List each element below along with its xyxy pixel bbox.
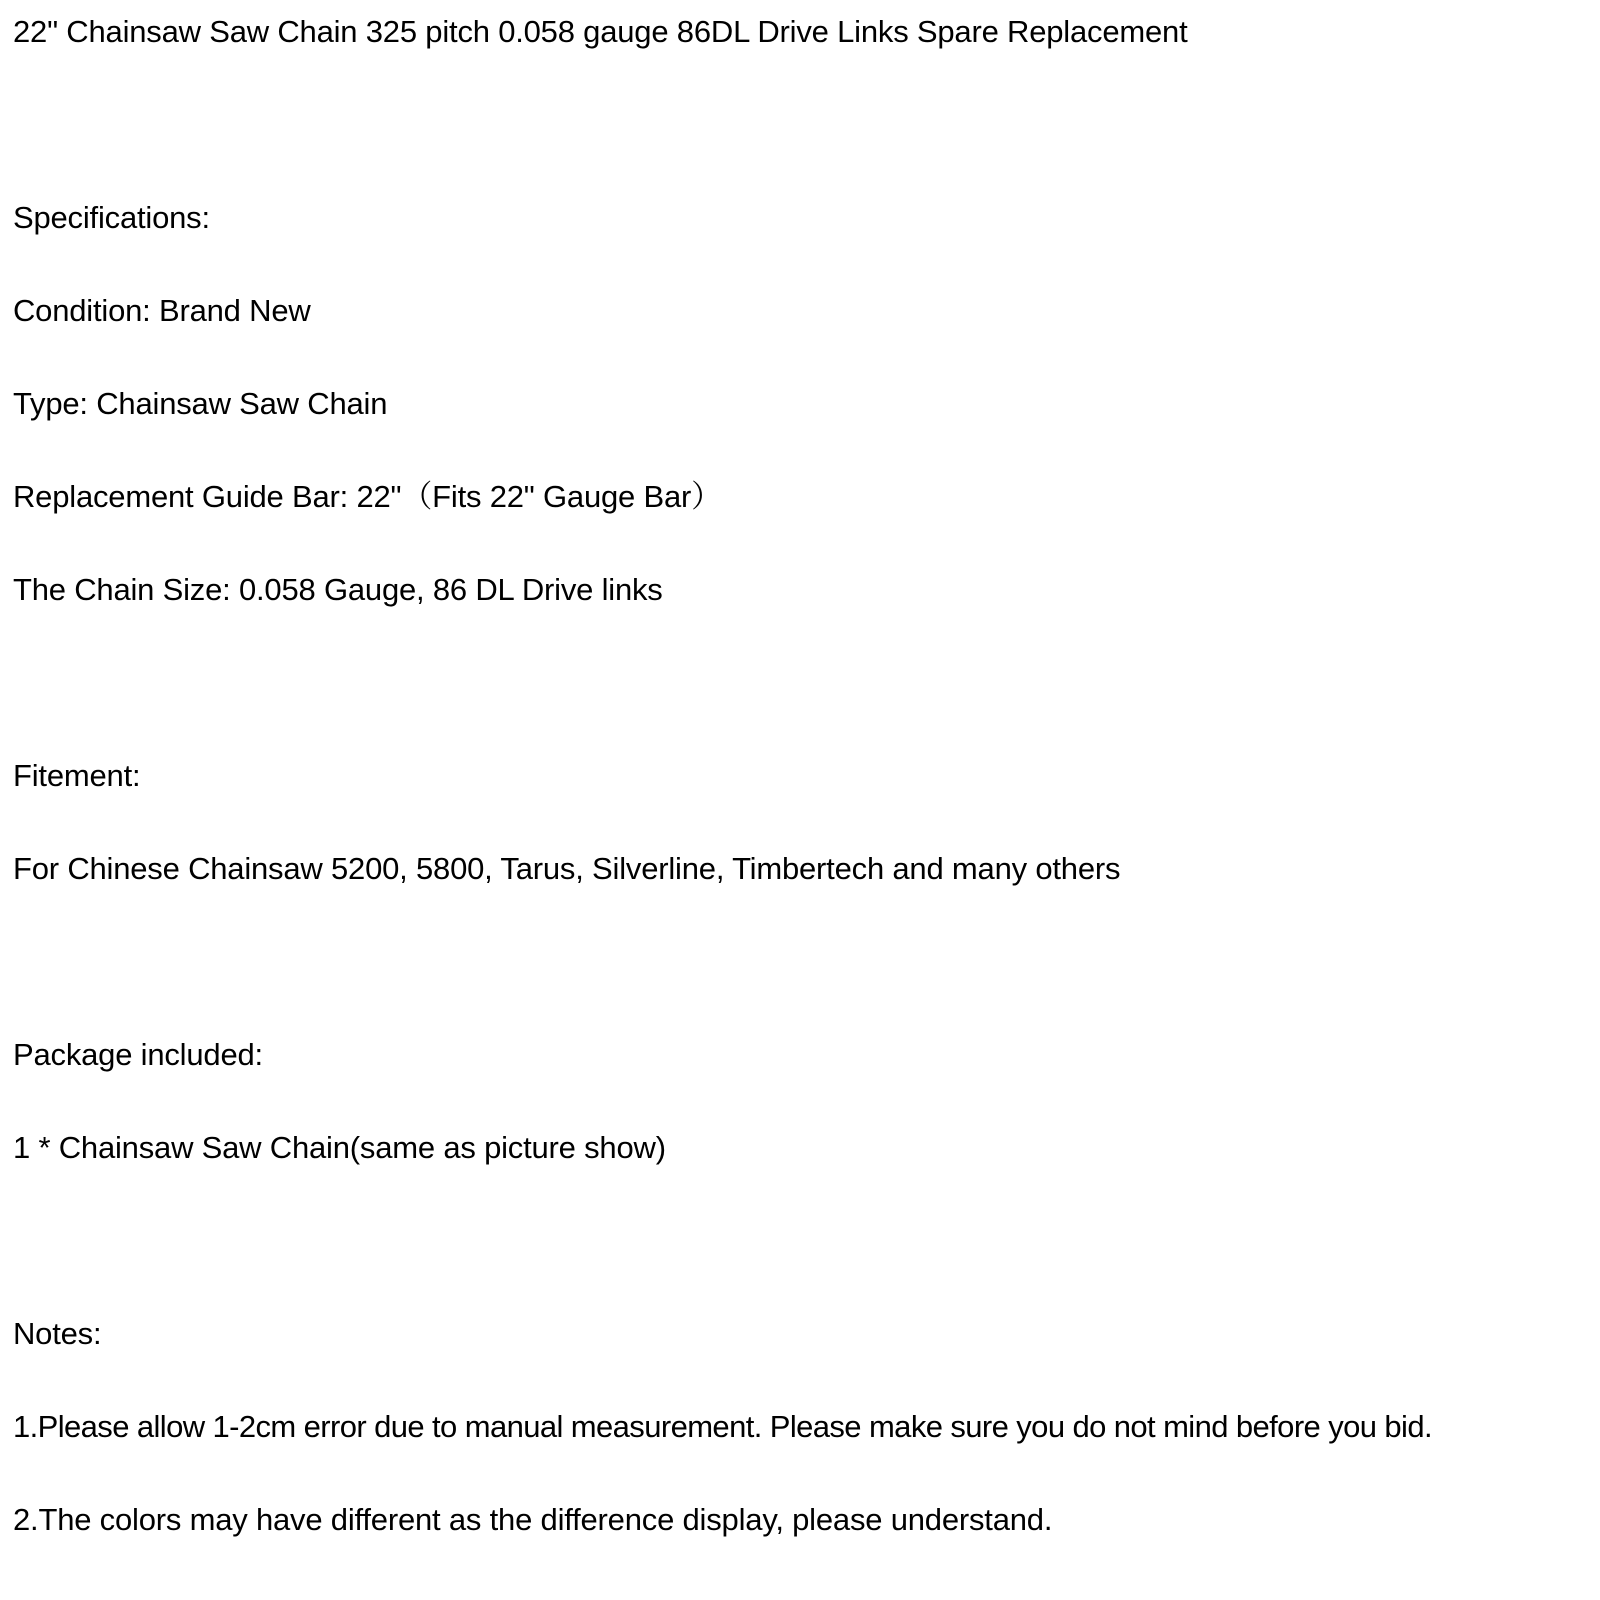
guide-bar-line: Replacement Guide Bar: 22"（Fits 22" Gauge Bar） [13,479,722,514]
package-item: 1 * Chainsaw Saw Chain(same as picture show) [13,1130,666,1165]
type-line: Type: Chainsaw Saw Chain [13,386,388,421]
condition-line: Condition: Brand New [13,293,311,328]
specifications-heading: Specifications: [13,200,210,235]
fitment-text: For Chinese Chainsaw 5200, 5800, Tarus, Silverline, Timbertech and many others [13,851,1121,886]
chain-size-line: The Chain Size: 0.058 Gauge, 86 DL Drive links [13,572,663,607]
notes-heading: Notes: [13,1316,102,1351]
note-2: 2.The colors may have different as the difference display, please understand. [13,1502,1053,1537]
fitment-heading: Fitement: [13,758,141,793]
package-heading: Package included: [13,1037,263,1072]
product-title: 22" Chainsaw Saw Chain 325 pitch 0.058 gauge 86DL Drive Links Spare Replacement [13,14,1188,49]
note-1: 1.Please allow 1-2cm error due to manual measurement. Please make sure you do not mind before you bid. [13,1409,1432,1444]
